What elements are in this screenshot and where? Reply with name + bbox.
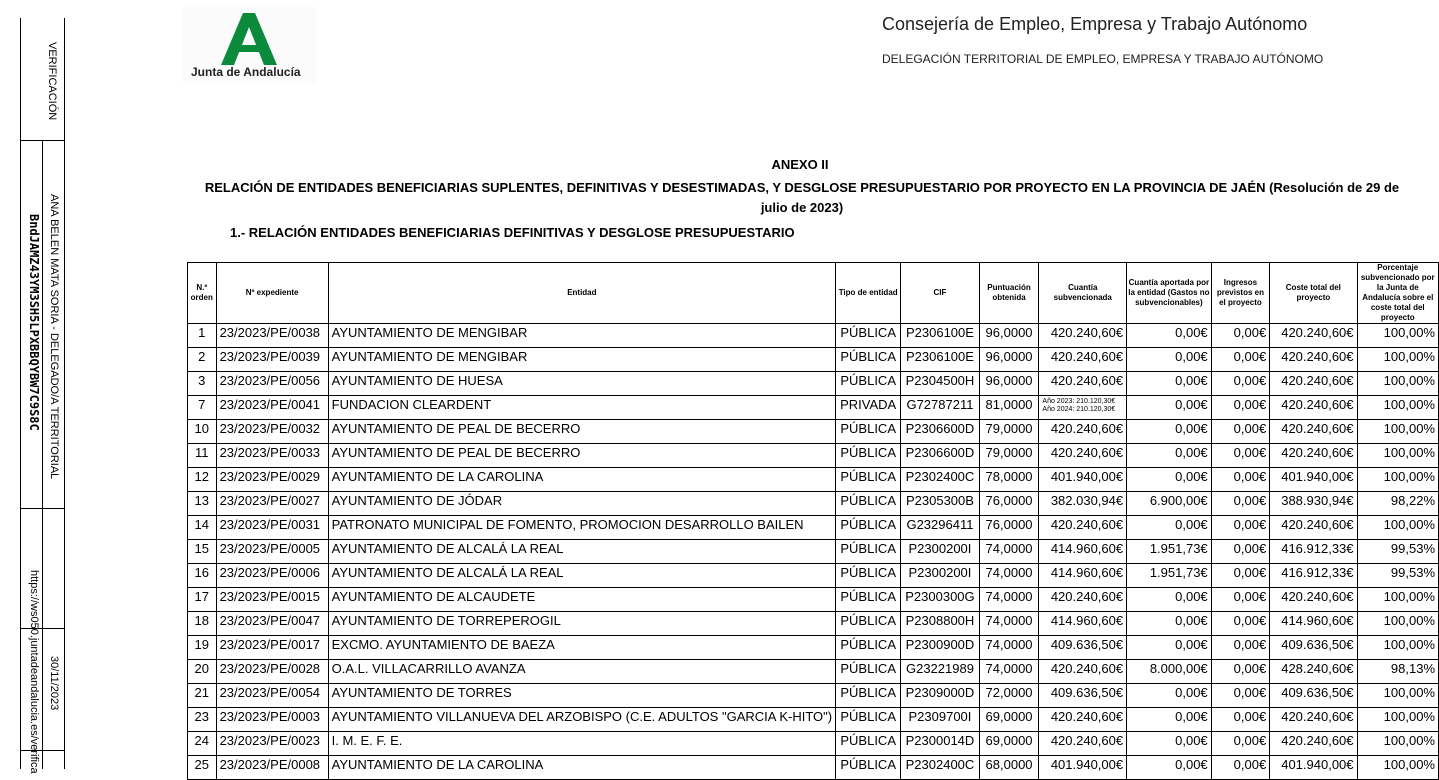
cell-ingresos: 0,00€ (1211, 636, 1270, 660)
cell-orden: 14 (188, 516, 217, 540)
cell-puntuacion: 68,0000 (979, 756, 1039, 780)
cell-cuantia: 420.240,60€ (1039, 444, 1127, 468)
cell-cif: P2306600D (901, 444, 979, 468)
table-row (188, 588, 1439, 612)
cell-orden: 11 (188, 444, 217, 468)
cell-cuantia: 382.030,94€ (1039, 492, 1127, 516)
signature-date: 30/11/2023 (48, 656, 60, 711)
cell-cif: G23221989 (901, 660, 979, 684)
cell-cif: P2309700I (901, 708, 979, 732)
cell-expediente: 23/2023/PE/0029 (216, 468, 328, 492)
cell-puntuacion: 74,0000 (979, 588, 1039, 612)
cell-entidad: AYUNTAMIENTO DE PEAL DE BECERRO (328, 444, 835, 468)
cell-ingresos: 0,00€ (1211, 396, 1270, 420)
cell-tipo: PÚBLICA (836, 564, 901, 588)
cell-puntuacion: 69,0000 (979, 732, 1039, 756)
cell-cif: G23296411 (901, 516, 979, 540)
cell-aportada: 0,00€ (1127, 732, 1212, 756)
cell-porcentaje: 100,00% (1357, 636, 1438, 660)
cell-ingresos: 0,00€ (1211, 492, 1270, 516)
cell-aportada: 6.900,00€ (1127, 492, 1212, 516)
cuantia-annual-line: Año 2024: 210.120,30€ (1042, 406, 1116, 413)
cell-porcentaje: 98,13% (1357, 660, 1438, 684)
cell-porcentaje: 100,00% (1357, 684, 1438, 708)
column-header: Entidad (328, 263, 835, 324)
cell-entidad: AYUNTAMIENTO DE TORRES (328, 684, 835, 708)
cell-entidad: O.A.L. VILLACARRILLO AVANZA (328, 660, 835, 684)
cell-ingresos: 0,00€ (1211, 612, 1270, 636)
cell-entidad: EXCMO. AYUNTAMIENTO DE BAEZA (328, 636, 835, 660)
cell-entidad: I. M. E. F. E. (328, 732, 835, 756)
cell-ingresos: 0,00€ (1211, 372, 1270, 396)
cell-coste: 420.240,60€ (1270, 444, 1357, 468)
cell-tipo: PRIVADA (836, 396, 901, 420)
table-row (188, 372, 1439, 396)
cell-orden: 23 (188, 708, 217, 732)
table-row (188, 444, 1439, 468)
cell-cuantia (1039, 396, 1127, 420)
strip-vertical-divider (42, 140, 43, 769)
annex-title: RELACIÓN DE ENTIDADES BENEFICIARIAS SUPLENTES, DEFINITIVAS Y DESESTIMADAS, Y DESGLOSE PRESUPUESTARIO POR PROYECTO EN LA PROVINCIA DE JAÉN (Resolución de 29 de julio de 2023) (204, 180, 1400, 215)
cell-cuantia: 420.240,60€ (1039, 588, 1127, 612)
cell-expediente: 23/2023/PE/0027 (216, 492, 328, 516)
cell-ingresos: 0,00€ (1211, 756, 1270, 780)
verification-label: VERIFICACIÓN (46, 42, 58, 121)
cell-expediente: 23/2023/PE/0005 (216, 540, 328, 564)
column-header: Ingresos previstos en el proyecto (1211, 263, 1270, 324)
cell-cuantia: 414.960,60€ (1039, 612, 1127, 636)
cell-tipo: PÚBLICA (836, 444, 901, 468)
cell-coste: 416.912,33€ (1270, 540, 1357, 564)
cell-coste: 420.240,60€ (1270, 372, 1357, 396)
cell-ingresos: 0,00€ (1211, 468, 1270, 492)
cell-aportada: 0,00€ (1127, 396, 1212, 420)
cell-coste: 416.912,33€ (1270, 564, 1357, 588)
column-header: Nº expediente (216, 263, 328, 324)
cell-cuantia: 420.240,60€ (1039, 516, 1127, 540)
cell-coste: 388.930,94€ (1270, 492, 1357, 516)
cell-coste: 401.940,00€ (1270, 468, 1357, 492)
cell-expediente: 23/2023/PE/0054 (216, 684, 328, 708)
cell-ingresos: 0,00€ (1211, 732, 1270, 756)
cell-coste: 420.240,60€ (1270, 420, 1357, 444)
cell-porcentaje: 100,00% (1357, 732, 1438, 756)
cell-tipo: PÚBLICA (836, 348, 901, 372)
cell-orden: 2 (188, 348, 217, 372)
cell-entidad: AYUNTAMIENTO DE ALCALÁ LA REAL (328, 540, 835, 564)
cell-cuantia: 420.240,60€ (1039, 732, 1127, 756)
cell-cuantia: 420.240,60€ (1039, 372, 1127, 396)
cell-porcentaje: 100,00% (1357, 588, 1438, 612)
cell-aportada: 8.000,00€ (1127, 660, 1212, 684)
cell-puntuacion: 74,0000 (979, 612, 1039, 636)
cell-porcentaje: 100,00% (1357, 756, 1438, 780)
cell-porcentaje: 100,00% (1357, 708, 1438, 732)
cell-entidad: PATRONATO MUNICIPAL DE FOMENTO, PROMOCION DESARROLLO BAILEN (328, 516, 835, 540)
cell-puntuacion: 74,0000 (979, 564, 1039, 588)
cell-porcentaje: 100,00% (1357, 444, 1438, 468)
cell-tipo: PÚBLICA (836, 324, 901, 348)
table-header-row (188, 263, 1439, 324)
cell-expediente: 23/2023/PE/0038 (216, 324, 328, 348)
cell-orden: 12 (188, 468, 217, 492)
cell-aportada: 1.951,73€ (1127, 540, 1212, 564)
cell-ingresos: 0,00€ (1211, 564, 1270, 588)
cell-coste: 420.240,60€ (1270, 348, 1357, 372)
table-row (188, 468, 1439, 492)
cell-porcentaje: 100,00% (1357, 420, 1438, 444)
cell-ingresos: 0,00€ (1211, 660, 1270, 684)
cell-aportada: 0,00€ (1127, 348, 1212, 372)
section-title: 1.- RELACIÓN ENTIDADES BENEFICIARIAS DEFINITIVAS Y DESGLOSE PRESUPUESTARIO (230, 225, 795, 240)
cell-orden: 3 (188, 372, 217, 396)
table-row (188, 516, 1439, 540)
verification-code: BndJAMZ43YM3SH5LPXBBQYBW7C9S8C (27, 214, 41, 431)
cell-ingresos: 0,00€ (1211, 708, 1270, 732)
table-body (188, 324, 1439, 780)
cell-cif: P2300200I (901, 564, 979, 588)
cell-entidad: AYUNTAMIENTO DE ALCAUDETE (328, 588, 835, 612)
table-row (188, 492, 1439, 516)
cell-puntuacion: 76,0000 (979, 492, 1039, 516)
cell-entidad: FUNDACION CLEARDENT (328, 396, 835, 420)
cell-cif: P2300014D (901, 732, 979, 756)
cell-expediente: 23/2023/PE/0041 (216, 396, 328, 420)
cell-entidad: AYUNTAMIENTO DE MENGIBAR (328, 348, 835, 372)
cell-orden: 10 (188, 420, 217, 444)
cell-cif: P2309000D (901, 684, 979, 708)
cell-aportada: 0,00€ (1127, 636, 1212, 660)
table-row (188, 636, 1439, 660)
table-row (188, 540, 1439, 564)
cell-cuantia: 414.960,60€ (1039, 540, 1127, 564)
cell-cif: P2302400C (901, 756, 979, 780)
cell-expediente: 23/2023/PE/0028 (216, 660, 328, 684)
cell-orden: 19 (188, 636, 217, 660)
cell-entidad: AYUNTAMIENTO DE HUESA (328, 372, 835, 396)
junta-logo (182, 7, 316, 83)
cell-cif: P2302400C (901, 468, 979, 492)
cell-expediente: 23/2023/PE/0033 (216, 444, 328, 468)
cell-orden: 15 (188, 540, 217, 564)
cell-expediente: 23/2023/PE/0056 (216, 372, 328, 396)
cell-orden: 18 (188, 612, 217, 636)
table-row (188, 756, 1439, 780)
cell-orden: 25 (188, 756, 217, 780)
cuantia-annual-line: Año 2023: 210.120,30€ (1042, 398, 1116, 405)
junta-logo-icon (219, 13, 279, 65)
cell-tipo: PÚBLICA (836, 684, 901, 708)
cell-cif: P2304500H (901, 372, 979, 396)
cell-puntuacion: 96,0000 (979, 324, 1039, 348)
cell-tipo: PÚBLICA (836, 492, 901, 516)
logo-text: Junta de Andalucía (191, 65, 301, 79)
cell-entidad: AYUNTAMIENTO DE MENGIBAR (328, 324, 835, 348)
cell-puntuacion: 72,0000 (979, 684, 1039, 708)
cell-aportada: 0,00€ (1127, 324, 1212, 348)
table-row (188, 420, 1439, 444)
cell-cif: G72787211 (901, 396, 979, 420)
table-row (188, 660, 1439, 684)
cell-tipo: PÚBLICA (836, 516, 901, 540)
table-row (188, 564, 1439, 588)
cell-aportada: 0,00€ (1127, 684, 1212, 708)
cell-puntuacion: 74,0000 (979, 540, 1039, 564)
beneficiaries-table (187, 262, 1439, 780)
table-row (188, 396, 1439, 420)
cell-orden: 1 (188, 324, 217, 348)
table-row (188, 324, 1439, 348)
cell-aportada: 0,00€ (1127, 612, 1212, 636)
cell-puntuacion: 76,0000 (979, 516, 1039, 540)
cell-cif: P2300200I (901, 540, 979, 564)
table-row (188, 732, 1439, 756)
cell-expediente: 23/2023/PE/0023 (216, 732, 328, 756)
cell-ingresos: 0,00€ (1211, 444, 1270, 468)
cell-coste: 428.240,60€ (1270, 660, 1357, 684)
cell-expediente: 23/2023/PE/0003 (216, 708, 328, 732)
cell-porcentaje: 100,00% (1357, 612, 1438, 636)
cell-coste: 420.240,60€ (1270, 732, 1357, 756)
cell-coste: 409.636,50€ (1270, 636, 1357, 660)
cell-cif: P2306600D (901, 420, 979, 444)
column-header: Cuantía subvencionada (1039, 263, 1127, 324)
column-header: CIF (901, 263, 979, 324)
cell-aportada: 1.951,73€ (1127, 564, 1212, 588)
column-header: Coste total del proyecto (1270, 263, 1357, 324)
table-row (188, 348, 1439, 372)
cell-puntuacion: 96,0000 (979, 372, 1039, 396)
cell-entidad: AYUNTAMIENTO DE LA CAROLINA (328, 756, 835, 780)
cell-coste: 409.636,50€ (1270, 684, 1357, 708)
cell-expediente: 23/2023/PE/0008 (216, 756, 328, 780)
cell-orden: 13 (188, 492, 217, 516)
cell-expediente: 23/2023/PE/0015 (216, 588, 328, 612)
verification-strip (20, 18, 65, 774)
cell-entidad: AYUNTAMIENTO VILLANUEVA DEL ARZOBISPO (C.E. ADULTOS "GARCIA K-HITO") (328, 708, 835, 732)
cell-puntuacion: 79,0000 (979, 444, 1039, 468)
cell-cuantia: 401.940,00€ (1039, 756, 1127, 780)
cell-ingresos: 0,00€ (1211, 684, 1270, 708)
cell-puntuacion: 81,0000 (979, 396, 1039, 420)
cell-orden: 7 (188, 396, 217, 420)
cell-cuantia: 420.240,60€ (1039, 708, 1127, 732)
cell-cif: P2300300G (901, 588, 979, 612)
cell-coste: 420.240,60€ (1270, 516, 1357, 540)
cell-entidad: AYUNTAMIENTO DE PEAL DE BECERRO (328, 420, 835, 444)
cell-ingresos: 0,00€ (1211, 348, 1270, 372)
cell-cif: P2306100E (901, 348, 979, 372)
cell-tipo: PÚBLICA (836, 372, 901, 396)
cell-expediente: 23/2023/PE/0031 (216, 516, 328, 540)
cell-entidad: AYUNTAMIENTO DE TORREPEROGIL (328, 612, 835, 636)
cell-ingresos: 0,00€ (1211, 420, 1270, 444)
cell-puntuacion: 69,0000 (979, 708, 1039, 732)
cell-aportada: 0,00€ (1127, 708, 1212, 732)
cell-ingresos: 0,00€ (1211, 540, 1270, 564)
cell-ingresos: 0,00€ (1211, 324, 1270, 348)
cell-ingresos: 0,00€ (1211, 516, 1270, 540)
cell-cuantia: 409.636,50€ (1039, 684, 1127, 708)
cell-puntuacion: 74,0000 (979, 636, 1039, 660)
cell-tipo: PÚBLICA (836, 636, 901, 660)
cell-puntuacion: 96,0000 (979, 348, 1039, 372)
cell-aportada: 0,00€ (1127, 372, 1212, 396)
cell-cuantia: 420.240,60€ (1039, 324, 1127, 348)
cell-tipo: PÚBLICA (836, 660, 901, 684)
cell-porcentaje: 100,00% (1357, 348, 1438, 372)
cell-aportada: 0,00€ (1127, 756, 1212, 780)
cell-coste: 420.240,60€ (1270, 396, 1357, 420)
column-header: N.º orden (188, 263, 217, 324)
cell-tipo: PÚBLICA (836, 756, 901, 780)
cell-tipo: PÚBLICA (836, 540, 901, 564)
cell-tipo: PÚBLICA (836, 468, 901, 492)
delegacion-title: DELEGACIÓN TERRITORIAL DE EMPLEO, EMPRESA Y TRABAJO AUTÓNOMO (882, 52, 1324, 66)
cell-porcentaje: 99,53% (1357, 540, 1438, 564)
cell-aportada: 0,00€ (1127, 420, 1212, 444)
cell-cuantia: 401.940,00€ (1039, 468, 1127, 492)
cell-entidad: AYUNTAMIENTO DE ALCALÁ LA REAL (328, 564, 835, 588)
cell-tipo: PÚBLICA (836, 588, 901, 612)
table-row (188, 612, 1439, 636)
cell-entidad: AYUNTAMIENTO DE JÓDAR (328, 492, 835, 516)
table-row (188, 684, 1439, 708)
column-header: Cuantía aportada por la entidad (Gastos no subvencionables) (1127, 263, 1212, 324)
cell-cif: P2306100E (901, 324, 979, 348)
cell-coste: 401.940,00€ (1270, 756, 1357, 780)
cell-aportada: 0,00€ (1127, 588, 1212, 612)
cell-porcentaje: 100,00% (1357, 324, 1438, 348)
cell-porcentaje: 99,53% (1357, 564, 1438, 588)
cell-coste: 414.960,60€ (1270, 612, 1357, 636)
cell-orden: 21 (188, 684, 217, 708)
cell-orden: 16 (188, 564, 217, 588)
cell-coste: 420.240,60€ (1270, 324, 1357, 348)
cell-expediente: 23/2023/PE/0006 (216, 564, 328, 588)
signer-name: ANA BELEN MATA SORIA - DELEGADO/A TERRITORIAL (48, 194, 60, 480)
cell-orden: 17 (188, 588, 217, 612)
cell-entidad: AYUNTAMIENTO DE LA CAROLINA (328, 468, 835, 492)
cell-cuantia: 420.240,60€ (1039, 348, 1127, 372)
cell-expediente: 23/2023/PE/0017 (216, 636, 328, 660)
column-header: Porcentaje subvencionado por la Junta de Andalucía sobre el coste total del proyecto (1357, 263, 1438, 324)
cell-expediente: 23/2023/PE/0047 (216, 612, 328, 636)
anexo-heading: ANEXO II (771, 157, 829, 172)
cell-aportada: 0,00€ (1127, 444, 1212, 468)
cell-puntuacion: 78,0000 (979, 468, 1039, 492)
cell-porcentaje: 100,00% (1357, 516, 1438, 540)
cell-cuantia: 414.960,60€ (1039, 564, 1127, 588)
cell-orden: 24 (188, 732, 217, 756)
cell-aportada: 0,00€ (1127, 468, 1212, 492)
consejeria-title: Consejería de Empleo, Empresa y Trabajo Autónomo (882, 14, 1308, 34)
cell-cif: P2308800H (901, 612, 979, 636)
cell-aportada: 0,00€ (1127, 516, 1212, 540)
cell-expediente: 23/2023/PE/0039 (216, 348, 328, 372)
cell-ingresos: 0,00€ (1211, 588, 1270, 612)
column-header: Puntuación obtenida (979, 263, 1039, 324)
cell-porcentaje: 100,00% (1357, 396, 1438, 420)
cell-coste: 420.240,60€ (1270, 588, 1357, 612)
cell-porcentaje: 98,22% (1357, 492, 1438, 516)
cell-cuantia: 420.240,60€ (1039, 660, 1127, 684)
cell-porcentaje: 100,00% (1357, 372, 1438, 396)
cell-tipo: PÚBLICA (836, 708, 901, 732)
column-header: Tipo de entidad (836, 263, 901, 324)
cell-puntuacion: 74,0000 (979, 660, 1039, 684)
cell-orden: 20 (188, 660, 217, 684)
cell-coste: 420.240,60€ (1270, 708, 1357, 732)
cell-puntuacion: 79,0000 (979, 420, 1039, 444)
cell-cif: P2300900D (901, 636, 979, 660)
cell-cuantia: 409.636,50€ (1039, 636, 1127, 660)
cell-tipo: PÚBLICA (836, 612, 901, 636)
cell-tipo: PÚBLICA (836, 420, 901, 444)
table-row (188, 708, 1439, 732)
cell-tipo: PÚBLICA (836, 732, 901, 756)
cell-cuantia: 420.240,60€ (1039, 420, 1127, 444)
cell-cif: P2305300B (901, 492, 979, 516)
cell-expediente: 23/2023/PE/0032 (216, 420, 328, 444)
cell-porcentaje: 100,00% (1357, 468, 1438, 492)
verification-url[interactable]: https://ws050.juntadeandalucia.es/verifica (28, 570, 40, 774)
